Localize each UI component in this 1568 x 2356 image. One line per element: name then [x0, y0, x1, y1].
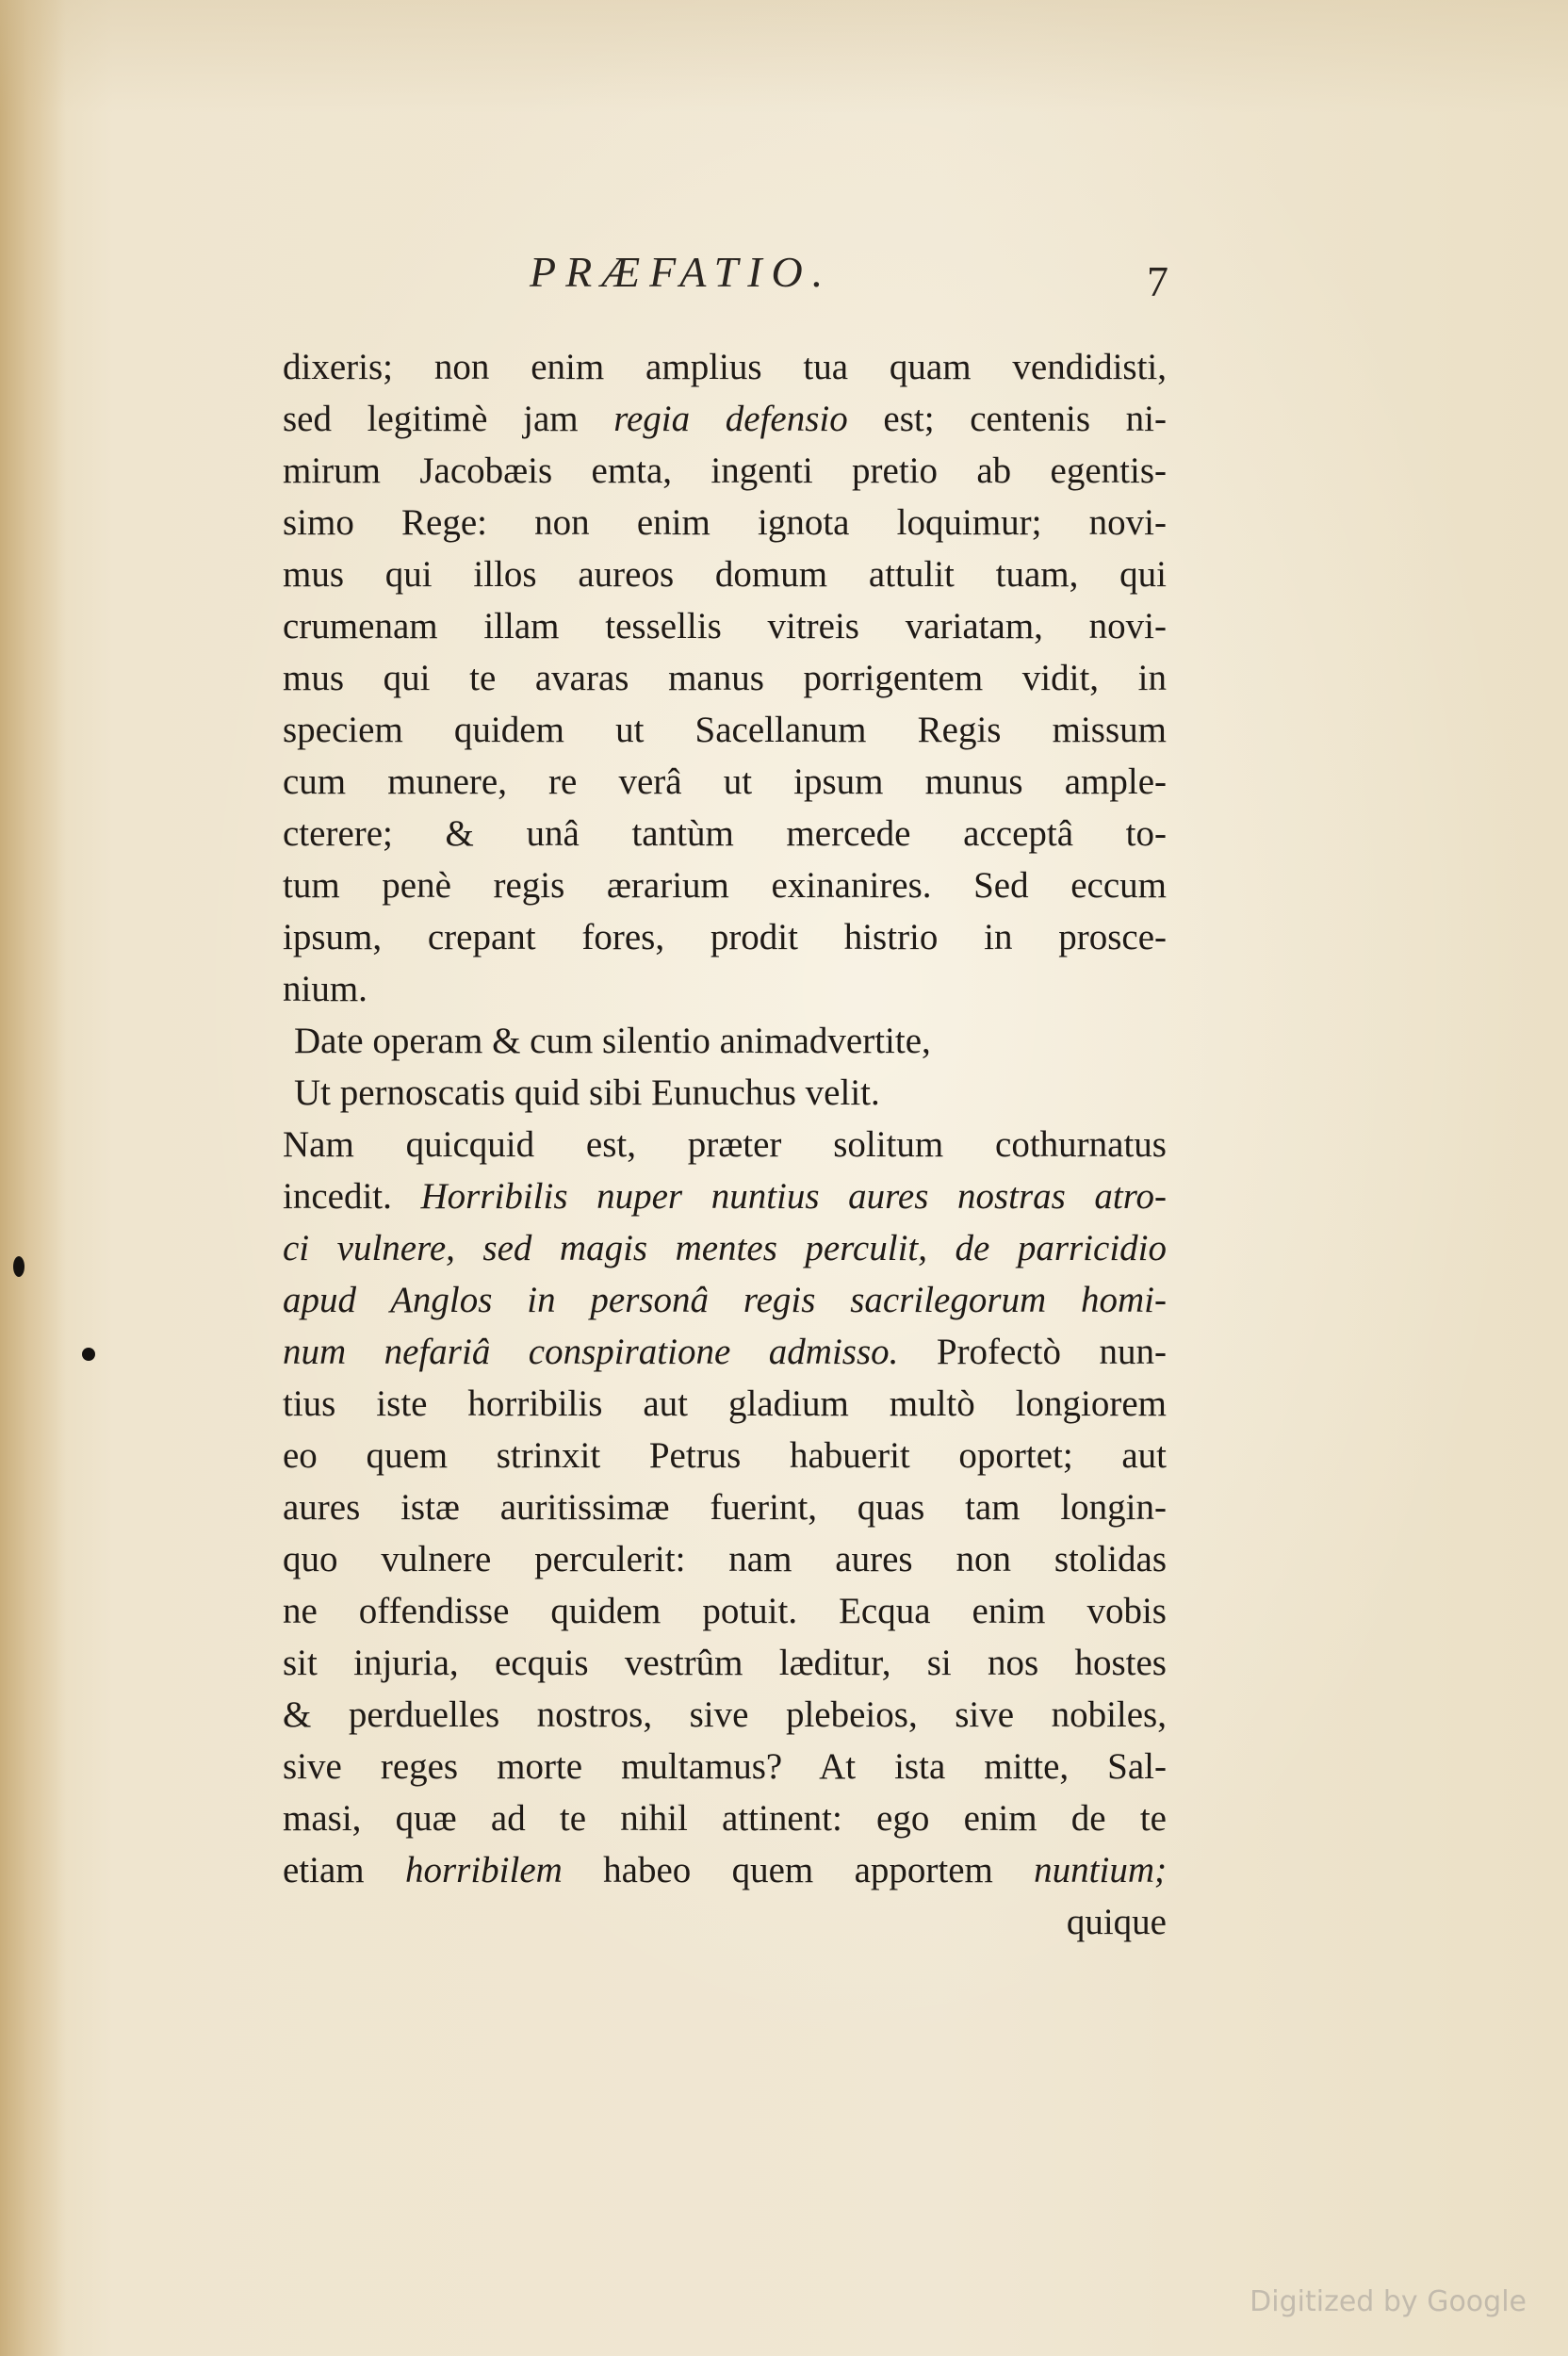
roman-span: mirum Jacobæis emta, ingenti pretio ab egentis-: [283, 450, 1167, 491]
text-line: [283, 548, 1167, 600]
text-line: [283, 756, 1167, 808]
text-line: [283, 1119, 1167, 1170]
italic-span: num nefariâ conspiratione admisso.: [283, 1332, 899, 1372]
roman-span: Ut pernoscatis quid sibi Eunuchus velit.: [294, 1072, 880, 1113]
text-line: [283, 1274, 1167, 1326]
text-line: [283, 445, 1167, 497]
roman-span: sit injuria, ecquis vestrûm læditur, si nos hostes: [283, 1643, 1167, 1683]
text-line: [283, 911, 1167, 963]
text-line: [283, 1222, 1167, 1274]
text-line: [283, 1792, 1167, 1844]
italic-span: regia defensio: [613, 399, 848, 439]
roman-span: eo quem strinxit Petrus habuerit oportet; aut: [283, 1435, 1167, 1476]
text-line: [283, 704, 1167, 756]
page-number: 7: [1147, 257, 1168, 305]
text-line: [283, 1896, 1167, 1948]
roman-span: quique: [1066, 1902, 1167, 1942]
roman-span: Nam quicquid est, præter solitum cothurnatus: [283, 1124, 1167, 1165]
roman-span: cum munere, re verâ ut ipsum munus ample-: [283, 761, 1167, 802]
roman-span: masi, quæ ad te nihil attinent: ego enim de te: [283, 1798, 1167, 1839]
text-line: [283, 341, 1167, 393]
roman-span: simo Rege: non enim ignota loquimur; novi-: [283, 502, 1167, 543]
roman-span: mus qui te avaras manus porrigentem vidit, in: [283, 658, 1167, 698]
text-line: [283, 497, 1167, 548]
roman-span: crumenam illam tessellis vitreis variatam, novi-: [283, 606, 1167, 646]
roman-span: & perduelles nostros, sive plebeios, sive nobiles,: [283, 1694, 1167, 1735]
roman-span: aures istæ auritissimæ fuerint, quas tam longin-: [283, 1487, 1167, 1528]
watermark: Digitized by Google: [1250, 2285, 1527, 2318]
roman-span: incedit.: [283, 1176, 421, 1217]
roman-span: est; centenis ni-: [847, 399, 1167, 439]
roman-span: habeo quem apportem: [562, 1850, 1035, 1890]
text-line: [283, 1741, 1167, 1792]
roman-span: cterere; & unâ tantùm mercede acceptâ to-: [283, 813, 1167, 854]
ink-mark: [82, 1348, 95, 1361]
text-line: [283, 1430, 1167, 1481]
text-line: [283, 1689, 1167, 1741]
running-title: PRÆFATIO.: [530, 248, 833, 296]
roman-span: Profectò nun-: [898, 1332, 1167, 1372]
page-stain: [0, 0, 1568, 113]
italic-span: ci vulnere, sed magis mentes perculit, de parricidio: [283, 1228, 1167, 1268]
text-line: [283, 1170, 1167, 1222]
roman-span: speciem quidem ut Sacellanum Regis missum: [283, 710, 1167, 750]
italic-span: apud Anglos in personâ regis sacrilegorum homi-: [283, 1280, 1167, 1320]
roman-span: etiam: [283, 1850, 405, 1890]
roman-span: tius iste horribilis aut gladium multò longiorem: [283, 1383, 1167, 1424]
ink-mark: [13, 1256, 24, 1277]
text-line: [283, 1015, 1167, 1067]
text-line: [283, 1067, 1167, 1119]
body-text: [283, 341, 1167, 1948]
text-line: [283, 393, 1167, 445]
page-edge-shadow: [0, 0, 66, 2356]
text-line: [283, 1844, 1167, 1896]
text-line: [283, 1326, 1167, 1378]
roman-span: ipsum, crepant fores, prodit histrio in prosce-: [283, 917, 1167, 957]
text-line: [283, 808, 1167, 859]
roman-span: nium.: [283, 969, 368, 1009]
text-line: [283, 1481, 1167, 1533]
roman-span: quo vulnere perculerit: nam aures non stolidas: [283, 1539, 1167, 1579]
roman-span: sive reges morte multamus? At ista mitte, Sal-: [283, 1746, 1167, 1787]
text-line: [283, 652, 1167, 704]
text-line: [283, 1637, 1167, 1689]
roman-span: mus qui illos aureos domum attulit tuam, qui: [283, 554, 1167, 595]
text-line: [283, 963, 1167, 1015]
roman-span: Date operam & cum silentio animadvertite,: [294, 1021, 931, 1061]
text-line: [283, 1533, 1167, 1585]
italic-span: Horribilis nuper nuntius aures nostras atro-: [420, 1176, 1167, 1217]
italic-span: horribilem: [404, 1850, 563, 1890]
roman-span: ne offendisse quidem potuit. Ecqua enim vobis: [283, 1591, 1167, 1631]
running-header: [283, 247, 1168, 313]
roman-span: dixeris; non enim amplius tua quam vendidisti,: [283, 347, 1167, 387]
roman-span: tum penè regis ærarium exinanires. Sed eccum: [283, 865, 1167, 906]
text-line: [283, 859, 1167, 911]
italic-span: nuntium;: [1034, 1850, 1167, 1890]
roman-span: sed legitimè jam: [283, 399, 614, 439]
text-line: [283, 1378, 1167, 1430]
text-line: [283, 1585, 1167, 1637]
text-line: [283, 600, 1167, 652]
